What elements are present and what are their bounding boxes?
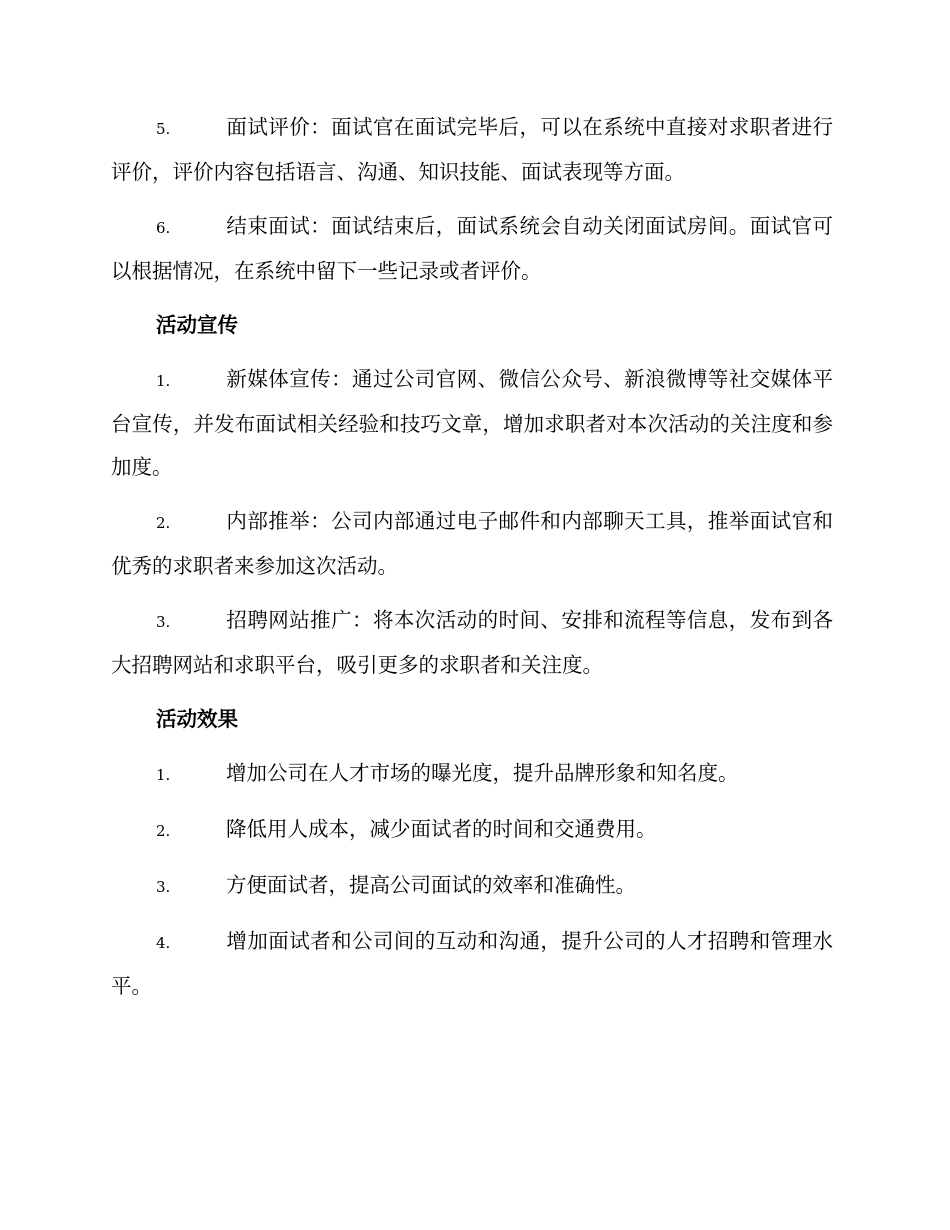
list-item [111, 500, 833, 588]
list-item-number: 6. [156, 219, 171, 237]
document-body [111, 106, 833, 1019]
list-item-text: 内部推举：公司内部通过电子邮件和内部聊天工具，推举面试官和优秀的求职者来参加这次活动。 [111, 509, 833, 578]
list-item-number: 3. [156, 878, 171, 896]
section-heading-effects: 活动效果 [156, 707, 238, 731]
list-item-text: 面试评价：面试官在面试完毕后，可以在系统中直接对求职者进行评价，评价内容包括语言、沟通、知识技能、面试表现等方面。 [111, 115, 833, 184]
list-item [111, 752, 833, 797]
list-item-number: 3. [156, 613, 171, 631]
list-item-text: 新媒体宣传：通过公司官网、微信公众号、新浪微博等社交媒体平台宣传，并发布面试相关经验和技巧文章，增加求职者对本次活动的关注度和参加度。 [111, 367, 833, 479]
list-item-text: 方便面试者，提高公司面试的效率和准确性。 [226, 873, 636, 897]
list-item-number: 4. [156, 934, 171, 952]
list-item-number: 1. [156, 766, 171, 784]
list-item [111, 864, 833, 909]
list-item-number: 1. [156, 372, 171, 390]
list-item-text: 招聘网站推广：将本次活动的时间、安排和流程等信息，发布到各大招聘网站和求职平台，吸引更多的求职者和关注度。 [111, 608, 833, 677]
list-item-text: 结束面试：面试结束后，面试系统会自动关闭面试房间。面试官可以根据情况，在系统中留下一些记录或者评价。 [111, 214, 833, 283]
list-item [111, 106, 833, 194]
list-item-number: 5. [156, 120, 171, 138]
list-item-text: 增加公司在人才市场的曝光度，提升品牌形象和知名度。 [226, 761, 739, 785]
list-item-text: 降低用人成本，减少面试者的时间和交通费用。 [226, 817, 657, 841]
list-item [111, 358, 833, 489]
list-item [111, 808, 833, 853]
section-heading-promotion: 活动宣传 [156, 313, 238, 337]
list-item [111, 920, 833, 1008]
list-item [111, 205, 833, 293]
list-item-number: 2. [156, 514, 171, 532]
list-item-text: 增加面试者和公司间的互动和沟通，提升公司的人才招聘和管理水平。 [111, 929, 833, 998]
list-item [111, 599, 833, 687]
list-item-number: 2. [156, 822, 171, 840]
